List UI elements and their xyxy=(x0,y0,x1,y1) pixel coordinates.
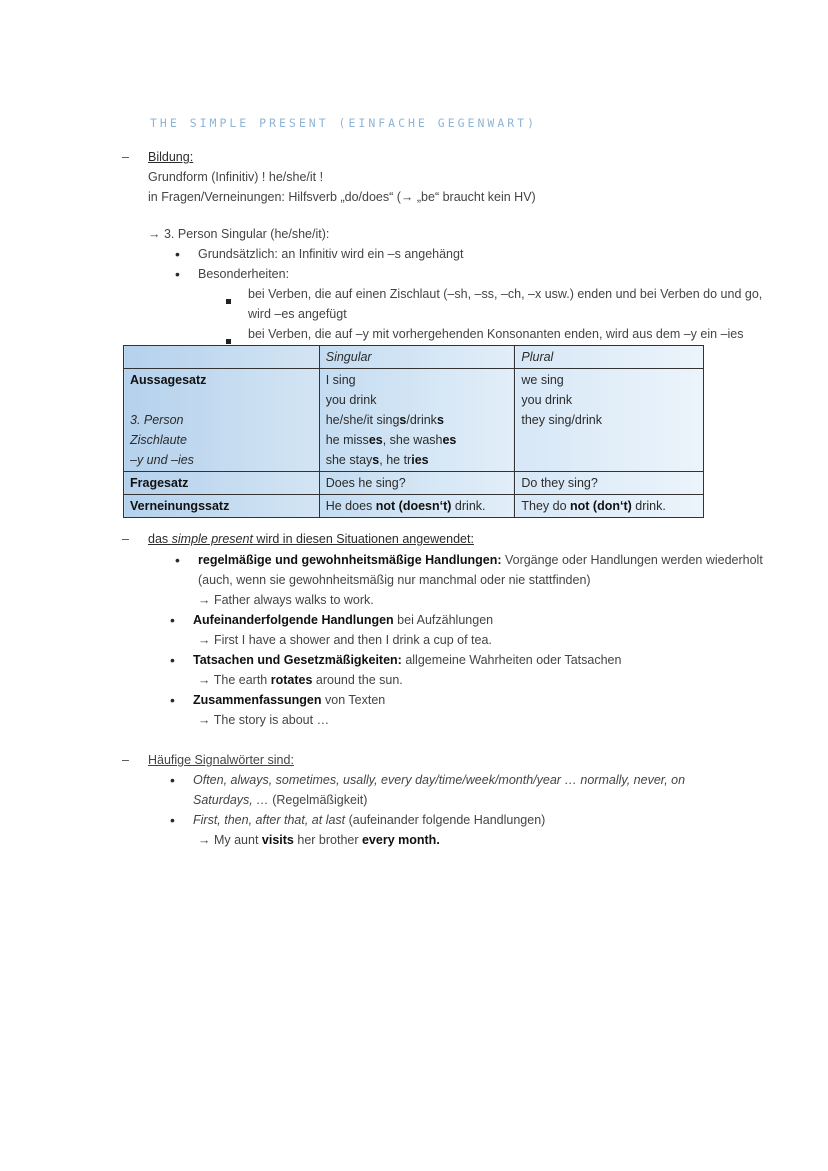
header-cell-singular xyxy=(319,346,515,369)
section-dash: – xyxy=(122,532,129,546)
square-bullet-icon xyxy=(226,293,231,307)
frage-singular: Does he sing? xyxy=(319,472,515,495)
label-3-person: 3. Person xyxy=(130,413,184,427)
sing-i-sing: I sing xyxy=(325,373,356,387)
bildung-bullet-2: Besonderheiten: xyxy=(198,267,290,281)
sing-you-drink: you drink xyxy=(325,393,377,407)
signal-example: → My aunt visits her brother every month. xyxy=(198,833,440,847)
section-dash: – xyxy=(122,150,129,164)
row-label-aussagesatz: Aussagesatz xyxy=(130,373,207,387)
bullet-icon: • xyxy=(170,652,175,668)
frage-plural: Do they sing? xyxy=(515,472,704,495)
bullet-icon: • xyxy=(170,772,175,788)
vern-plural: They do not (don‘t) drink. xyxy=(515,495,704,518)
signal-heading: Häufige Signalwörter sind: xyxy=(148,753,294,767)
label-zischlaute: Zischlaute xyxy=(130,433,187,447)
signal-1-line-1: Often, always, sometimes, usally, every day/time/week/month/year … normally, never, on xyxy=(193,773,686,787)
situation-3-example: → The earth rotates around the sun. xyxy=(198,673,403,687)
sing-he-she-it: he/she/it sings/drinks xyxy=(325,413,444,427)
header-cell-empty xyxy=(124,346,320,369)
situation-3: Tatsachen und Gesetzmäßigkeiten: allgemeine Wahrheiten oder Tatsachen xyxy=(193,653,622,667)
sub-bullet-1-line-2: wird –es angefügt xyxy=(248,307,347,321)
bullet-icon: • xyxy=(175,246,180,262)
situation-1-line-2: (auch, wenn sie gewohnheitsmäßig nur manchmal oder nie stattfinden) xyxy=(198,573,591,587)
situation-2-example: → First I have a shower and then I drink a cup of tea. xyxy=(198,633,492,647)
row-label-fragesatz: Fragesatz xyxy=(130,476,189,490)
table-row-aussagesatz xyxy=(124,369,704,472)
pl-they-sing-drink: they sing/drink xyxy=(521,413,602,427)
pl-we-sing: we sing xyxy=(521,373,564,387)
header-singular: Singular xyxy=(325,350,372,364)
header-cell-plural xyxy=(515,346,704,369)
bullet-icon: • xyxy=(170,692,175,708)
table-row-verneinungssatz xyxy=(124,495,704,518)
vern-singular: He does not (doesn‘t) drink. xyxy=(319,495,515,518)
bullet-icon: • xyxy=(170,812,175,828)
header-plural: Plural xyxy=(521,350,554,364)
label-y-ies: –y und –ies xyxy=(130,453,194,467)
plural-cell xyxy=(515,369,704,472)
row-label-cell xyxy=(124,495,320,518)
third-person-heading: → 3. Person Singular (he/she/it): xyxy=(148,227,330,241)
row-label-cell xyxy=(124,369,320,472)
signal-1-line-2: Saturdays, … (Regelmäßigkeit) xyxy=(193,793,368,807)
bildung-line-1: Grundform (Infinitiv) ! he/she/it ! xyxy=(148,170,324,184)
bullet-icon: • xyxy=(170,612,175,628)
row-label-verneinungssatz: Verneinungssatz xyxy=(130,499,230,513)
sing-stays-tries: she stays, he tries xyxy=(325,453,429,467)
situation-1: regelmäßige und gewohnheitsmäßige Handlungen: Vorgänge oder Handlungen werden wiederholt xyxy=(198,553,763,567)
pl-you-drink: you drink xyxy=(521,393,573,407)
bildung-line-2: in Fragen/Verneinungen: Hilfsverb „do/does“ (→ „be“ braucht kein HV) xyxy=(148,190,536,204)
situation-4: Zusammenfassungen von Texten xyxy=(193,693,386,707)
table-row-fragesatz xyxy=(124,472,704,495)
sub-bullet-2: bei Verben, die auf –y mit vorhergehenden Konsonanten enden, wird aus dem –y ein –ies xyxy=(248,327,744,341)
table-header-row xyxy=(124,346,704,369)
row-label-cell xyxy=(124,472,320,495)
bullet-icon: • xyxy=(175,552,180,568)
page-title: THE SIMPLE PRESENT (EINFACHE GEGENWART) xyxy=(150,116,538,130)
situation-2: Aufeinanderfolgende Handlungen bei Aufzählungen xyxy=(193,613,494,627)
singular-cell xyxy=(319,369,515,472)
sing-misses-washes: he misses, she washes xyxy=(325,433,457,447)
bullet-icon: • xyxy=(175,266,180,282)
signal-2: First, then, after that, at last (aufeinander folgende Handlungen) xyxy=(193,813,546,827)
section-dash: – xyxy=(122,753,129,767)
situation-1-example: → Father always walks to work. xyxy=(198,593,374,607)
sub-bullet-1-line-1: bei Verben, die auf einen Zischlaut (–sh, –ss, –ch, –x usw.) enden und bei Verben do und go, xyxy=(248,287,763,301)
conjugation-table xyxy=(123,345,704,518)
situations-heading: das simple present wird in diesen Situationen angewendet: xyxy=(148,532,474,546)
bildung-bullet-1: Grundsätzlich: an Infinitiv wird ein –s angehängt xyxy=(198,247,464,261)
bildung-heading: Bildung: xyxy=(148,150,194,164)
situation-4-example: → The story is about … xyxy=(198,713,330,727)
